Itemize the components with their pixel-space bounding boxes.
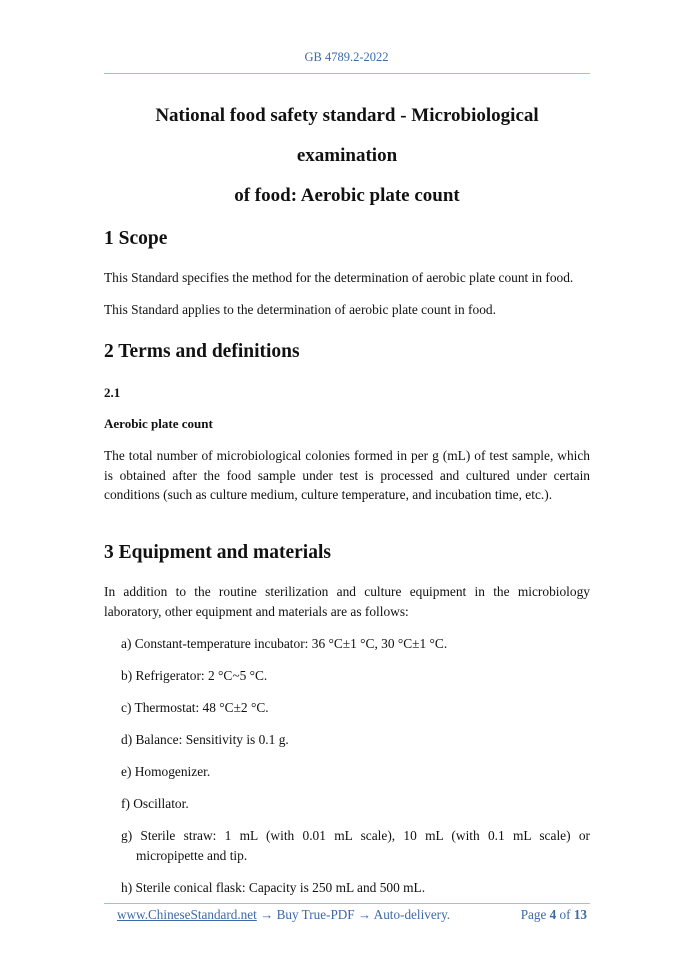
header-divider — [104, 73, 590, 74]
equipment-item-c: c) Thermostat: 48 °C±2 °C. — [121, 700, 269, 715]
doc-code-header: GB 4789.2-2022 — [304, 50, 389, 64]
section-heading-scope: 1 Scope — [104, 228, 168, 249]
page-current: 4 — [549, 907, 557, 922]
term-definition: The total number of microbiological colonies formed in per g (mL) of test sample, which is obtained after the food sample under test is processed and cultured under certain conditions (such as culture medium, culture temperature, and incubation time, etc.). — [104, 448, 590, 502]
website-link[interactable]: www.ChineseStandard.net — [117, 907, 257, 922]
equipment-item-g-line1: g) Sterile straw: 1 mL (with 0.01 mL scale), 10 mL (with 0.1 mL scale) or — [121, 828, 590, 843]
section-heading-terms: 2 Terms and definitions — [104, 341, 300, 362]
scope-paragraph-1: This Standard specifies the method for the determination of aerobic plate count in food. — [104, 270, 574, 285]
subsection-number: 2.1 — [104, 385, 121, 400]
page-total: 13 — [573, 907, 587, 922]
equipment-item-f: f) Oscillator. — [121, 796, 189, 811]
equipment-item-g-line2: micropipette and tip. — [136, 847, 248, 863]
equipment-item-g — [121, 826, 590, 865]
equipment-item-d: d) Balance: Sensitivity is 0.1 g. — [121, 732, 289, 747]
page-footer — [117, 907, 587, 923]
page-indicator — [521, 907, 587, 923]
title-line-1: National food safety standard - Microbiological examination — [155, 105, 539, 166]
scope-paragraph-2: This Standard applies to the determination of aerobic plate count in food. — [104, 302, 496, 317]
title-line-2: of food: Aerobic plate count — [234, 185, 460, 206]
equipment-item-a: a) Constant-temperature incubator: 36 °C±1 °C, 30 °C±1 °C. — [121, 636, 448, 651]
footer-divider — [104, 903, 590, 904]
of-label: of — [559, 907, 571, 922]
document-title — [104, 96, 590, 216]
term-title: Aerobic plate count — [104, 416, 213, 431]
equipment-item-e: e) Homogenizer. — [121, 764, 211, 779]
equipment-item-h: h) Sterile conical flask: Capacity is 250 mL and 500 mL. — [121, 880, 426, 895]
section-heading-equipment: 3 Equipment and materials — [104, 542, 331, 563]
footer-tagline: → Buy True-PDF → Auto-delivery. — [256, 907, 451, 922]
equipment-intro: In addition to the routine sterilization and culture equipment in the microbiology laboratory, other equipment and materials are as follows: — [104, 584, 590, 619]
equipment-item-b: b) Refrigerator: 2 °C~5 °C. — [121, 668, 268, 683]
page-label: Page — [520, 907, 547, 922]
